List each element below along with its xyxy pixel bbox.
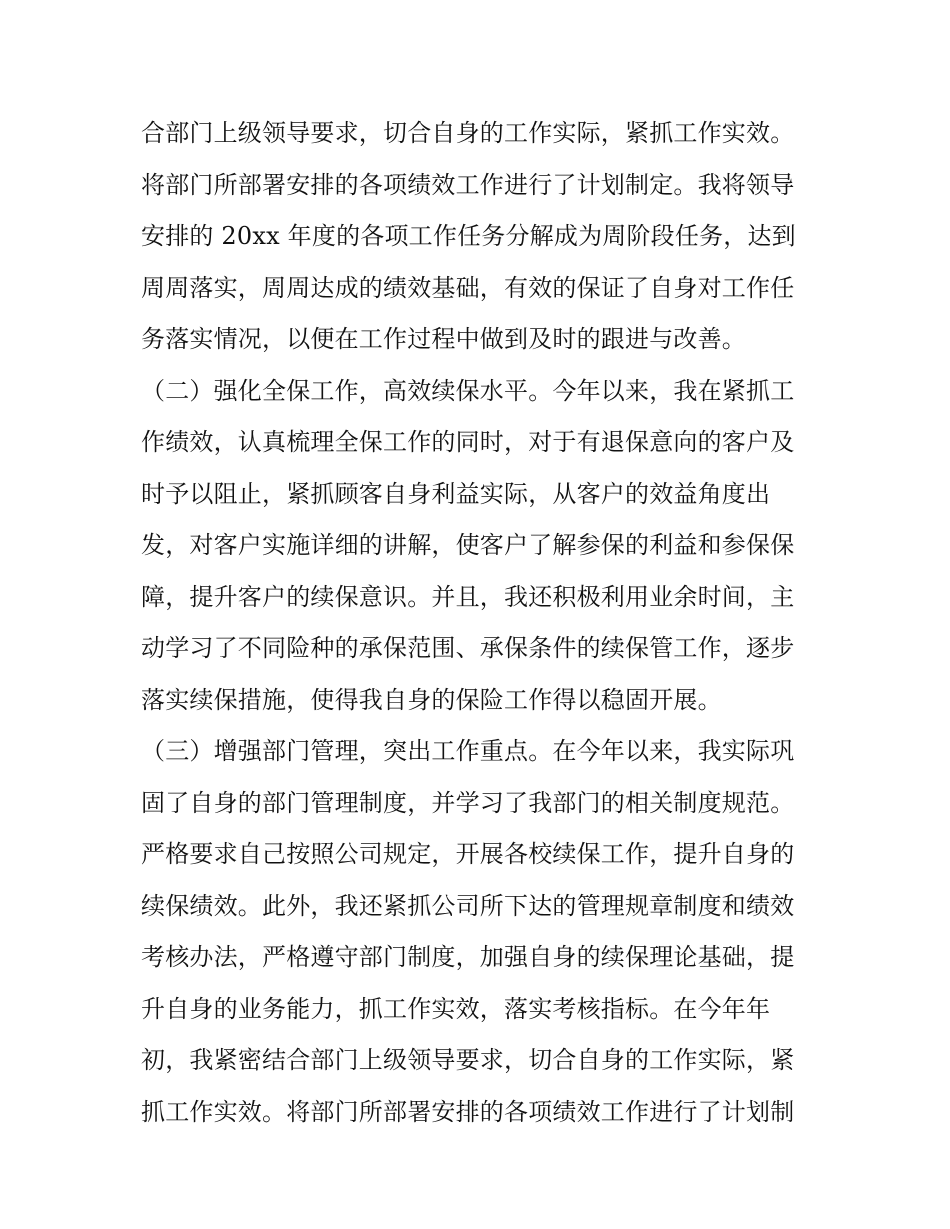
text-line: 障，提升客户的续保意识。并且，我还积极利用业余时间，主	[141, 582, 795, 611]
text-line: 升自身的业务能力，抓工作实效，落实考核指标。在今年年	[141, 994, 771, 1023]
text-line: 作绩效，认真梳理全保工作的同时，对于有退保意向的客户及	[141, 428, 795, 456]
text-line: 动学习了不同险种的承保范围、承保条件的续保管工作，逐步	[141, 634, 795, 662]
text-line: 务落实情况，以便在工作过程中做到及时的跟进与改善。	[141, 325, 746, 353]
text-line: 落实续保措施，使得我自身的保险工作得以稳固开展。	[141, 685, 722, 714]
text-line: 发，对客户实施详细的讲解，使客户了解参保的利益和参保保	[141, 531, 795, 559]
text-line: 严格要求自己按照公司规定，开展各校续保工作，提升自身的	[141, 840, 795, 868]
text-line: （二）强化全保工作，高效续保水平。今年以来，我在紧抓工	[141, 376, 795, 405]
text-line: 考核办法，严格遵守部门制度，加强自身的续保理论基础，提	[141, 943, 795, 971]
text-line: 固了自身的部门管理制度，并学习了我部门的相关制度规范。	[141, 788, 795, 817]
text-line: 周周落实，周周达成的绩效基础，有效的保证了自身对工作任	[141, 273, 795, 302]
text-line: 合部门上级领导要求，切合自身的工作实际，紧抓工作实效。	[141, 119, 795, 147]
text-line: 安排的 20xx 年度的各项工作任务分解成为周阶段任务，达到	[141, 222, 796, 250]
text-line: 时予以阻止，紧抓顾客自身利益实际，从客户的效益角度出	[141, 479, 771, 508]
text-line: 初，我紧密结合部门上级领导要求，切合自身的工作实际，紧	[141, 1046, 795, 1074]
text-line: （三）增强部门管理，突出工作重点。在今年以来，我实际巩	[141, 737, 795, 765]
text-line: 续保绩效。此外，我还紧抓公司所下达的管理规章制度和绩效	[141, 891, 795, 920]
text-line: 抓工作实效。将部门所部署安排的各项绩效工作进行了计划制	[141, 1097, 795, 1126]
text-line: 将部门所部署安排的各项绩效工作进行了计划制定。我将领导	[141, 170, 795, 199]
document-body	[141, 108, 821, 1138]
